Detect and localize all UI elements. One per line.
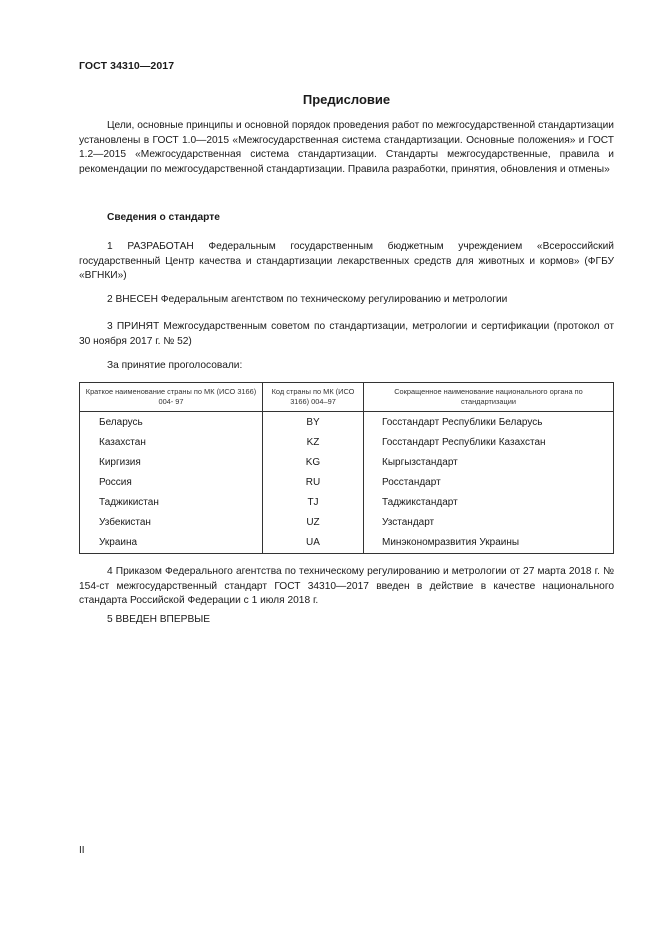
page-title: [0, 92, 661, 107]
country-cell: Узбекистан: [80, 512, 263, 532]
code-cell: RU: [263, 472, 364, 492]
item-1-paragraph: 1 РАЗРАБОТАН Федеральным государственным бюджетным учреждением «Всероссийский государственный Центр качества и стандартизации лекарственных средств для животных и кормов» (ФГБУ «ВГНКИ»): [79, 241, 614, 282]
code-cell: KG: [263, 452, 364, 472]
country-cell: Таджикистан: [80, 492, 263, 512]
table-row: [80, 533, 614, 554]
country-cell: Казахстан: [80, 432, 263, 452]
code-cell: KZ: [263, 432, 364, 452]
item-4-paragraph: 4 Приказом Федерального агентства по техническому регулированию и метрологии от 27 марта 2018 г. № 154-ст межгосударственный стандарт ГОСТ 34310—2017 введен в действие в качестве национального стандарта Российской Федерации с 1 июля 2018 г.: [79, 566, 614, 607]
table-row: [80, 432, 614, 452]
table-header-code: Код страны по МК (ИСО 3166) 004–97: [263, 383, 364, 412]
code-cell: UA: [263, 533, 364, 554]
table-row: [80, 492, 614, 512]
page-number: II: [79, 845, 85, 856]
table-row: [80, 452, 614, 472]
agency-cell: Минэкономразвития Украины: [364, 533, 614, 554]
code-cell: UZ: [263, 512, 364, 532]
vote-label: За принятие проголосовали:: [107, 360, 243, 371]
country-cell: Россия: [80, 472, 263, 492]
section-subtitle: Сведения о стандарте: [107, 212, 220, 223]
agency-cell: Узстандарт: [364, 512, 614, 532]
table-header-agency: Сокращенное наименование национального органа по стандартизации: [364, 383, 614, 412]
intro-paragraph: Цели, основные принципы и основной порядок проведения работ по межгосударственной стандартизации установлены в ГОСТ 1.0—2015 «Межгосударственная система стандартизации. Основные положения» и ГОСТ 1.2—2015 «Межгосударственная система стандартизации. Стандарты межгосударственные, правила и рекомендации по межгосударственной стандартизации. Правила разработки, принятия, обновления и отмены»: [79, 120, 614, 175]
country-cell: Киргизия: [80, 452, 263, 472]
document-header: ГОСТ 34310—2017: [79, 60, 175, 72]
agency-cell: Таджикстандарт: [364, 492, 614, 512]
countries-table: [79, 382, 614, 554]
table-row: [80, 412, 614, 433]
code-cell: TJ: [263, 492, 364, 512]
item-5-paragraph: 5 ВВЕДЕН ВПЕРВЫЕ: [107, 614, 211, 625]
item-3-paragraph: 3 ПРИНЯТ Межгосударственным советом по стандартизации, метрологии и сертификации (протокол от 30 ноября 2017 г. № 52): [79, 321, 614, 347]
table-header-row: [80, 383, 614, 412]
agency-cell: Росстандарт: [364, 472, 614, 492]
page-title-text: Предисловие: [302, 92, 391, 107]
table-row: [80, 472, 614, 492]
country-cell: Украина: [80, 533, 263, 554]
item-2-paragraph: 2 ВНЕСЕН Федеральным агентством по техническому регулированию и метрологии: [107, 294, 508, 305]
country-cell: Беларусь: [80, 412, 263, 433]
agency-cell: Кыргызстандарт: [364, 452, 614, 472]
agency-cell: Госстандарт Республики Казахстан: [364, 432, 614, 452]
agency-cell: Госстандарт Республики Беларусь: [364, 412, 614, 433]
code-cell: BY: [263, 412, 364, 433]
table-header-country: Краткое наименование страны по МК (ИСО 3166) 004- 97: [80, 383, 263, 412]
table-row: [80, 512, 614, 532]
